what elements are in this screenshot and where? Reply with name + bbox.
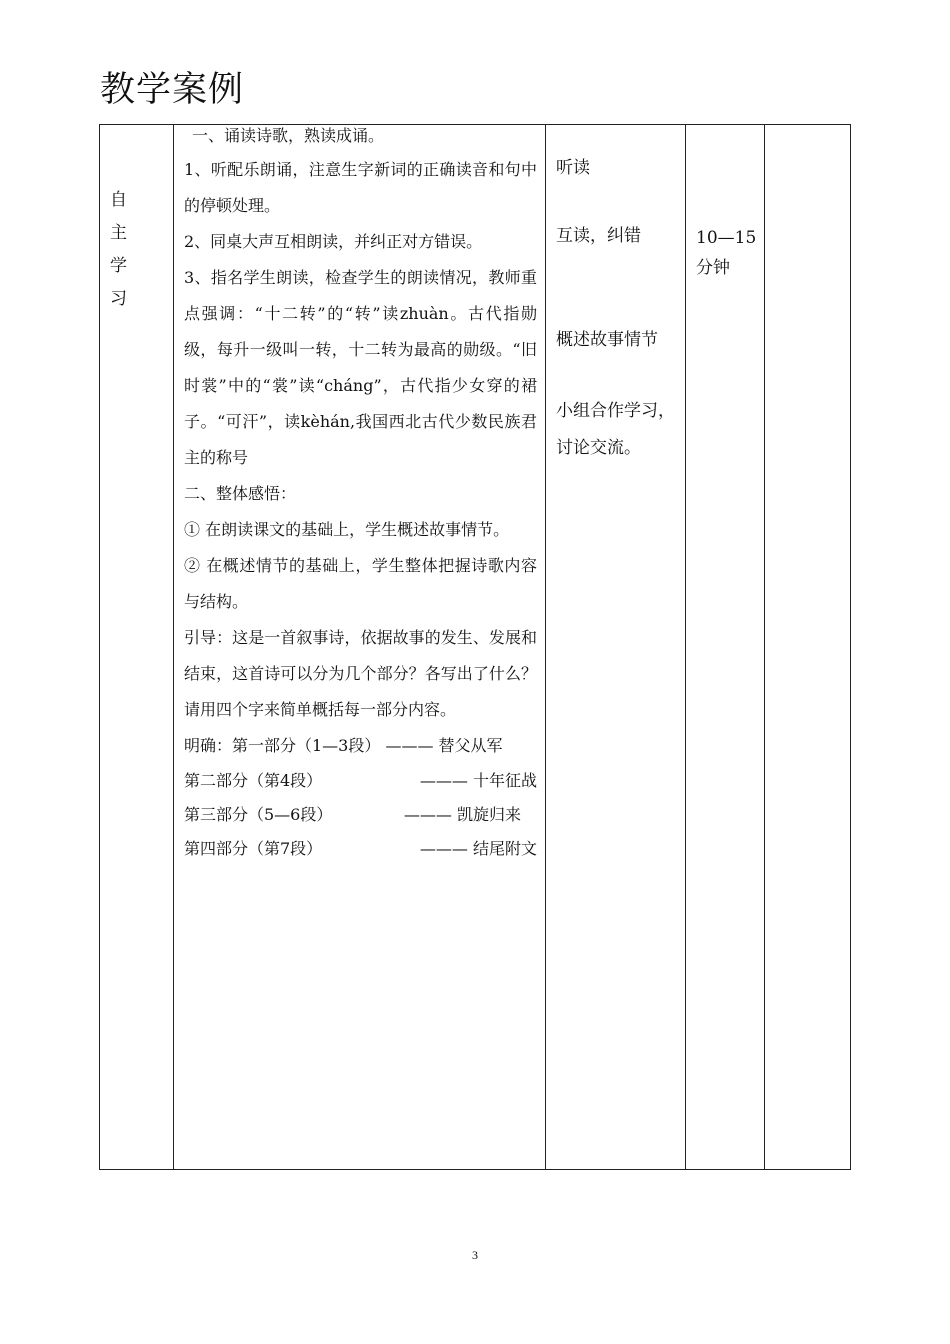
section-cell: [100, 125, 174, 1170]
part-4-row: [184, 832, 537, 866]
activity-mutual: 互读，纠错: [556, 226, 641, 246]
heading-overall: 二、整体感悟：: [184, 484, 297, 503]
activity-summarize: 概述故事情节: [556, 330, 658, 350]
part-2-text: ——— 十年征战: [419, 771, 537, 790]
part-2-label: 第二部分（第4段）: [184, 771, 323, 790]
table-row: [100, 125, 851, 1170]
point-1: ① 在朗读课文的基础上，学生概述故事情节。: [184, 520, 510, 539]
part-3-text: ——— 凯旋归来: [403, 805, 521, 824]
page-number: 3: [472, 1248, 478, 1262]
page-title: 教学案例: [100, 70, 245, 110]
part-3-row: [184, 798, 537, 832]
part-2-row: [184, 764, 537, 798]
section-label: 自主学习: [110, 190, 127, 309]
point-2: ② 在概述情节的基础上，学生整体把握诗歌内容与结构。: [184, 556, 537, 611]
step-2: 2、同桌大声互相朗读，并纠正对方错误。: [184, 232, 483, 251]
activity-listen: 听读: [556, 158, 590, 178]
time-cell: [686, 125, 765, 1170]
step-3: 3、指名学生朗读，检查学生的朗读情况，教师重点强调：“十二转”的“转”读zhuàn。古代指勋级，每升一级叫一转，十二转为最高的勋级。“旧时裳”中的“裳”读“cháng”，古代指少女穿的裙子。“可汗”，读kèhán,我国西北古代少数民族君主的称号: [184, 268, 537, 467]
part-3-label: 第三部分（5—6段）: [184, 805, 333, 824]
heading-recite: 一、诵读诗歌，熟读成诵。: [192, 126, 385, 145]
clarify-text: 明确：第一部分（1—3段） ——— 替父从军: [184, 736, 503, 755]
guide-text: 引导：这是一首叙事诗，依据故事的发生、发展和结束，这首诗可以分为几个部分？各写出了什么？请用四个字来简单概括每一部分内容。: [184, 628, 537, 719]
student-activity-cell: [546, 125, 686, 1170]
time-value: 10—15分钟: [696, 228, 757, 278]
step-1: 1、听配乐朗诵，注意生字新词的正确读音和句中的停顿处理。: [184, 160, 537, 215]
part-4-text: ——— 结尾附文: [419, 839, 537, 858]
part-4-label: 第四部分（第7段）: [184, 839, 323, 858]
content-cell: [174, 125, 546, 1170]
lesson-table: [99, 124, 851, 1170]
notes-cell: [765, 125, 851, 1170]
activity-group: 小组合作学习，讨论交流。: [556, 401, 675, 458]
